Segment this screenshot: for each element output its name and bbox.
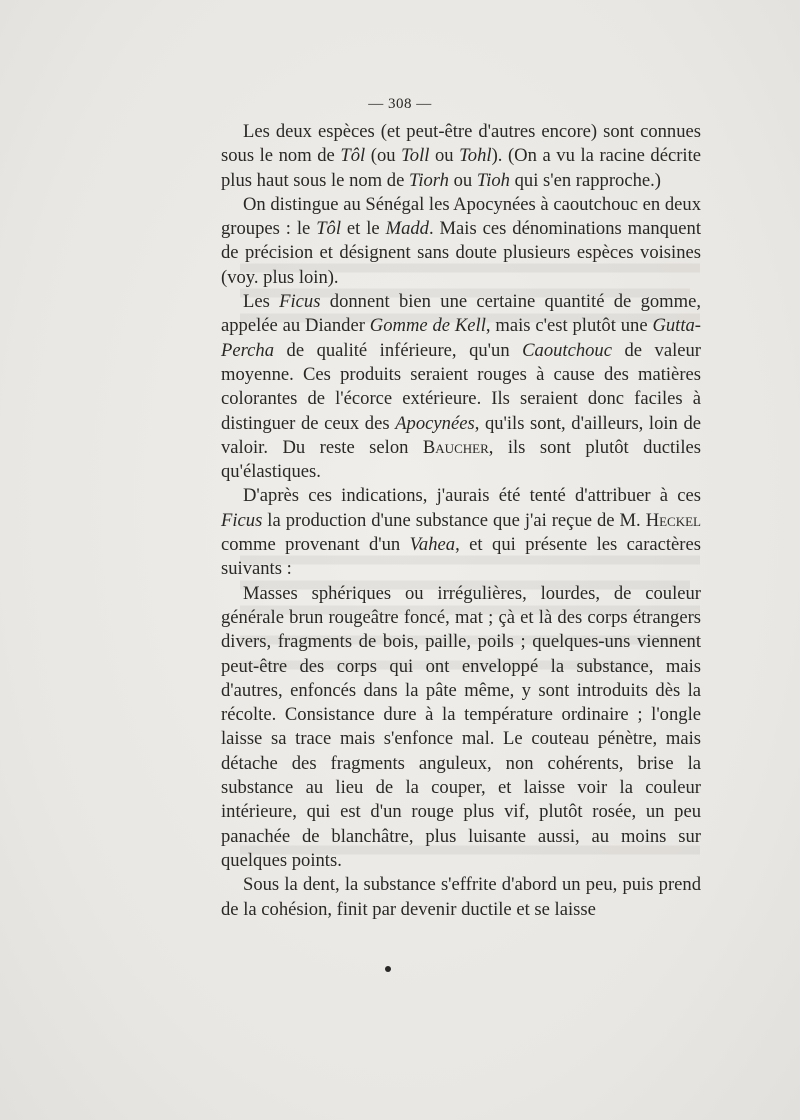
paragraph-6 xyxy=(221,873,701,922)
italic-term: Toll xyxy=(401,145,430,167)
text-run: donnent bien une certaine quantité de gomme, appelée au Diander xyxy=(221,291,702,337)
text-run: , qu'ils sont, d'ailleurs, loin de valoir. Du reste selon xyxy=(221,412,701,458)
text-run: Les xyxy=(243,291,280,313)
text-run: ). (On a vu la racine décrite plus haut sous le nom de xyxy=(221,145,702,191)
italic-term: Ficus xyxy=(279,291,321,313)
italic-term: Gomme de Kell xyxy=(369,315,486,337)
text-run: et le xyxy=(341,218,386,240)
text-run: Masses sphériques ou irrégulières, lourdes, de couleur générale brun rougeâtre foncé, mat ; çà et là des corps étrangers divers, fragments de bois, paille, poils ; quelques-uns viennent peut-être des corps qui ont enveloppé la substance, mais d'autres, enfoncés dans la pâte même, y sont introduits dès la récolte. Consistance dure à la température ordinaire ; l'ongle laisse sa trace mais s'enfonce mal. Le couteau pénètre, mais détache des fragments anguleux, non cohérents, brise la substance au lieu de la couper, et laisse voir la couleur intérieure, qui est d'un rouge plus vif, plutôt rosée, un peu panachée de blanchâtre, plus luisante aussi, au moins sur quelques points. xyxy=(221,582,701,871)
text-run: . Mais ces dénominations manquent de précision et désignent sans doute plusieurs espèces voisines (voy. plus loin). xyxy=(221,218,701,288)
text-run: la production d'une substance que j'ai reçue de M. xyxy=(262,509,646,531)
author-name: Baucher xyxy=(422,436,489,458)
text-run: ou xyxy=(448,169,477,191)
text-run: , ils sont plutôt ductiles qu'élastiques. xyxy=(221,436,701,483)
italic-term: Tohl xyxy=(459,145,492,167)
text-run: On distingue au Sénégal les Apocynées à caoutchouc en deux groupes : le xyxy=(221,193,701,240)
text-run: comme provenant d'un xyxy=(221,534,410,556)
paragraph-1 xyxy=(221,120,701,193)
italic-term: Tiorh xyxy=(409,169,449,191)
text-run: , mais c'est plutôt une xyxy=(485,315,653,337)
text-run: Les deux espèces (et peut-être d'autres encore) sont connues sous le nom de xyxy=(221,121,701,167)
paragraph-4 xyxy=(221,484,701,581)
italic-term: Caoutchouc xyxy=(522,339,612,361)
text-run: , et qui présente les caractères suivants : xyxy=(221,534,701,580)
body-text xyxy=(221,120,701,922)
italic-term: Tôl xyxy=(316,218,341,240)
text-run: ou xyxy=(429,145,460,167)
italic-term: Madd xyxy=(385,218,429,240)
italic-term: Tioh xyxy=(476,169,510,191)
text-run: de qualité inférieure, qu'un xyxy=(274,339,523,361)
text-run: Sous la dent, la substance s'effrite d'abord un peu, puis prend de la cohésion, finit par devenir ductile et se laisse xyxy=(221,874,701,920)
italic-term: Vahea xyxy=(409,534,456,556)
paragraph-5 xyxy=(221,582,701,874)
text-run: qui s'en rapproche.) xyxy=(509,169,661,191)
italic-term: Gutta-Percha xyxy=(221,315,701,361)
ink-spot xyxy=(385,966,391,972)
text-run: (ou xyxy=(365,145,402,167)
paragraph-2 xyxy=(221,193,701,290)
italic-term: Apocynées xyxy=(395,412,475,434)
paragraph-3 xyxy=(221,290,701,484)
italic-term: Tôl xyxy=(340,145,366,167)
author-name: Heckel xyxy=(645,509,701,531)
page-number: — 308 — xyxy=(368,96,432,112)
text-run: de valeur moyenne. Ces produits seraient rouges à cause des matières colorantes de l'écorce extérieure. Ils seraient donc faciles à distinguer de ceux des xyxy=(221,339,701,434)
italic-term: Ficus xyxy=(221,509,263,531)
text-run: D'après ces indications, j'aurais été tenté d'attribuer à ces xyxy=(243,485,701,507)
